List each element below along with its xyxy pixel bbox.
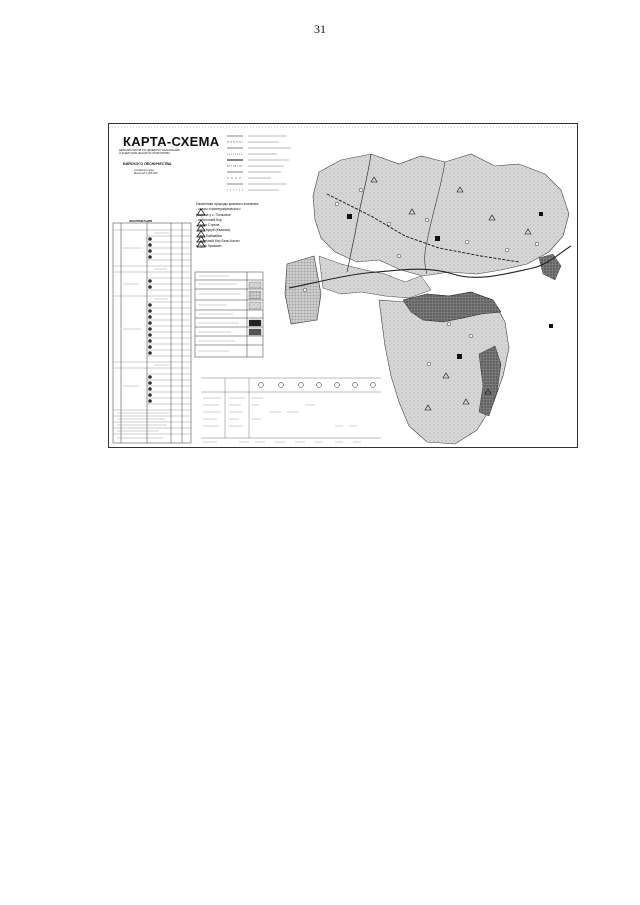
legend-item: - гора Кукуй (Казачья) — [196, 228, 231, 233]
eastern-forest-patch — [539, 254, 561, 280]
legend-item: остров Лукашин — [196, 244, 222, 249]
legend-title: Памятники природы краевого значения: — [196, 202, 260, 206]
legend-item: разреза у с. Полковое — [196, 212, 231, 217]
map-graphics — [109, 124, 577, 447]
line-legend — [227, 136, 291, 190]
legend-item: - ленточный бор — [196, 217, 222, 222]
explication-title: ЭКСПЛИКАЦИЯ — [129, 219, 153, 223]
legend-item: - Скальный бор Бель-Катан — [196, 239, 240, 244]
forestry-map — [285, 154, 571, 444]
settlement-marker — [435, 236, 440, 241]
middle-legend-text-lines — [198, 276, 241, 351]
settlement-marker — [549, 324, 553, 328]
bottom-table-row-text — [203, 398, 361, 442]
map-title: КАРТА-СХЕМА — [123, 134, 220, 149]
map-subtitle-line: И ЗАЩИТНЫМ ЛЕСАМ ПО КАТЕГОРИЯМ — [119, 152, 170, 155]
map-subtitle-line: ДЕЛЕНИЯ ЛЕСОВ ПО ЦЕЛЕВОМУ НАЗНАЧЕНИЮ — [119, 149, 181, 152]
settlement-marker — [539, 212, 543, 216]
legend-item: - гора Байшайка — [196, 233, 222, 238]
forestry-name: БИЙСКОГО ЛЕСНИЧЕСТВА — [123, 162, 172, 166]
legend-item: - скалы стратиграфического — [196, 207, 241, 212]
settlement-marker — [457, 354, 462, 359]
page-number: 31 — [314, 22, 326, 36]
bottom-table-icons — [259, 383, 376, 388]
left-table-text-lines — [117, 233, 169, 438]
eastern-riverbank-forest — [479, 346, 501, 416]
region-name: Алтайского края — [134, 169, 154, 172]
left-table-rows — [113, 230, 191, 434]
map-scheme-figure — [108, 123, 578, 448]
settlement-marker — [347, 214, 352, 219]
map-scale: Масштаб 1:300 000 — [134, 172, 158, 175]
legend-item: - сопка Стрела — [196, 223, 220, 228]
triangle-symbols — [197, 209, 205, 247]
